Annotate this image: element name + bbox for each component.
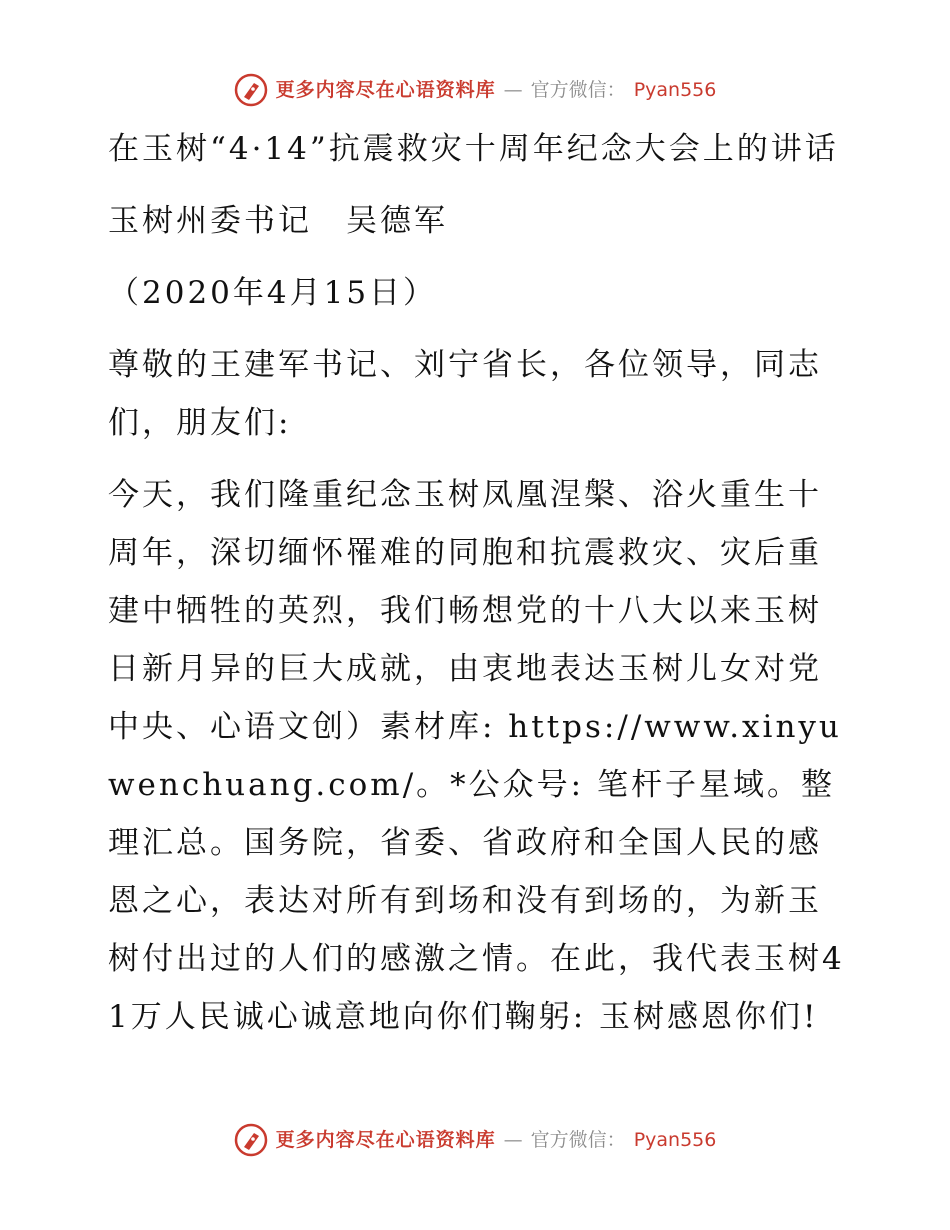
banner-brand-text: 更多内容尽在心语资料库 xyxy=(275,1128,496,1151)
banner-wechat-label: 官方微信： xyxy=(530,78,626,101)
footer-watermark-banner xyxy=(0,1120,950,1160)
speaker-line: 玉树州委书记 吴德军 xyxy=(108,203,448,239)
document-title: 在玉树“4·14”抗震救灾十周年纪念大会上的讲话 xyxy=(108,131,839,167)
date-line: （2020年4月15日） xyxy=(108,275,438,311)
pen-nib-icon xyxy=(234,1123,268,1157)
pen-nib-icon xyxy=(234,73,268,107)
banner-brand-text: 更多内容尽在心语资料库 xyxy=(275,78,496,101)
banner-wechat-id: Pyan556 xyxy=(633,1128,717,1151)
banner-dash: — xyxy=(503,1128,523,1151)
salutation: 尊敬的王建军书记、刘宁省长，各位领导，同志们，朋友们: xyxy=(108,347,822,441)
banner-wechat-label: 官方微信： xyxy=(530,1128,626,1151)
banner-dash: — xyxy=(503,78,523,101)
document-body xyxy=(98,120,850,1046)
banner-wechat-id: Pyan556 xyxy=(633,78,717,101)
header-watermark-banner xyxy=(0,70,950,110)
body-paragraph: 今天，我们隆重纪念玉树凤凰涅槃、浴火重生十周年，深切缅怀罹难的同胞和抗震救灾、灾后重建中牺牲的英烈，我们畅想党的十八大以来玉树日新月异的巨大成就，由衷地表达玉树儿女对党中央、心语文创）素材库: https://www.xinyuwenchuang.com/。*公众号: 笔杆子星域。整理汇总。国务院，省委、省政府和全国人民的感恩之心，表达对所有到场和没有到场的，为新玉树付出过的人们的感激之情。在此，我代表玉树41万人民诚心诚意地向你们鞠躬: 玉树感恩你们! xyxy=(108,477,845,1035)
